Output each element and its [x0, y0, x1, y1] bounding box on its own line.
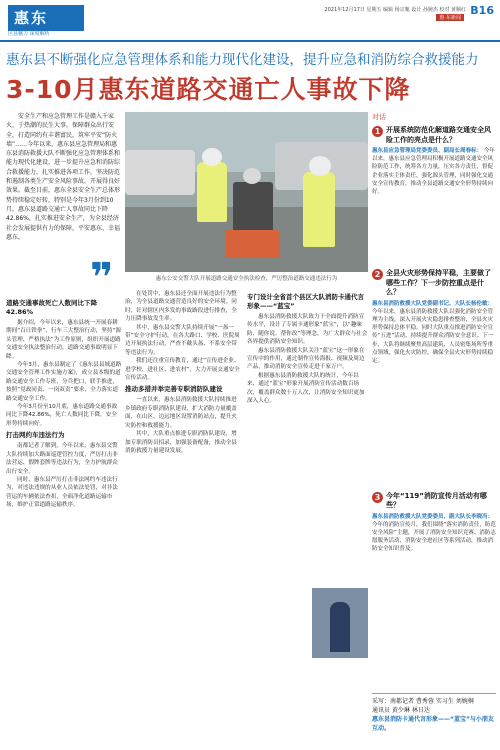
col-b-heading-2: 推动多措并举完善专职消防队建设 — [125, 385, 223, 394]
mascot-photo — [312, 588, 368, 658]
question-2 — [372, 269, 496, 298]
question-text: 开展系统防范化解道路交通安全风险工作的亮点是什么？ — [386, 126, 491, 144]
masthead-rule — [0, 40, 500, 42]
respondent: 惠东县消防救援大队党委副书记、大队长杨伦敏： — [372, 300, 494, 307]
respondent: 惠东县应急管理局党委委员、副局长周春标： — [372, 148, 483, 154]
edition-badge: 惠·东新闻 — [436, 14, 464, 21]
question-3 — [372, 492, 496, 511]
col-b-p5: 其中，大队重点推进专职消防队建设，增加专职消防员招录，加强装备配备，推动全县消防救援力量建设发展。 — [125, 431, 237, 454]
col-b-p2: 其中，惠东县交警大队持续开展“一盔一带”安全守护行动，在各大路口、学校、医院周边开展执法行动，严查不戴头盔、不系安全带等违法行为。 — [125, 324, 240, 356]
col-a-p5: 同时，惠东县严厉打击非法网约车违法行为，对违法违规的从业人员依法处罚，对非法营运的车辆依法查扣，全面净化道路运输市场，维护正常道路运输秩序。 — [6, 476, 118, 509]
photo-caption: 惠东公安交警大队开展道路交通安全执法检查，严厉整治道路交通违法行为 — [155, 276, 338, 282]
col-a-p1: 据介绍，今年以来，惠东县统一开展春耕期间“百日铁拳”、行车三大整治行动，坚持“源头管理、严格执法”为工作原则，组织开展道路交通安全执法整治行动，道路交通事故明显下降。 — [6, 320, 121, 360]
col-a-p4: 南都记者了解到，今年以来，惠东县交警大队持续加大路面巡逻管控力度，严厉打击非法营运、假牌套牌等违法行为，全力护航群众出行安全。 — [6, 443, 118, 475]
question-text: 全县火灾形势保持平稳，主要做了哪些工作？下一步防控重点是什么？ — [386, 269, 491, 296]
col-c-p3: 根据惠东县消防救援大队的统计，今年以来，通过“蓝宝”形象开展消防宣传活动数百场次，覆盖群众数十万人次，让消防安全知识更加深入人心。 — [247, 372, 365, 405]
main-photo — [125, 112, 368, 272]
column-b — [125, 290, 241, 746]
col-c-heading: 专门设计全省首个县区大队消防卡通代言形象——“蓝宝” — [247, 293, 364, 310]
photo-rider — [233, 182, 273, 237]
mascot-note: 惠东县消防卡通代言形象——“蓝宝”与小朋友互动。 — [372, 716, 494, 732]
answer-text: 今年以来，惠东县应急管理局积极开展道路交通安全风险防范工作，统筹各方力量，压实各方责任，督促企业落实主体责任，强化源头管理，同时强化交通安全宣传教育，推动全县道路交通安全形势持续向好。 — [372, 148, 495, 196]
quote-mark-icon: ❞ — [90, 255, 114, 301]
masthead-name: 惠东 — [14, 9, 49, 27]
date-line: 2021年12月17日 星期五 编辑 杨宗胤 设计 孙婉杰 校对 黄顺红 — [324, 7, 466, 13]
col-b-p4: 一直以来，惠东县消防救援大队持续推进乡镇政府专职消防队建设，扩大消防力量覆盖面，在山区、边远地区设置消防站点，提升火灾防控和救援能力。 — [125, 397, 237, 429]
lead-paragraph — [6, 112, 122, 242]
credits-text: 采写：南都记者 曹秀蓉 实习生 刘婉桐 通讯员 黄少琳 林日达 — [372, 698, 474, 714]
col-b-p1: 在处罚中，惠东县还全面开展违法行为整治，为全县道路交通营造良好的安全环境。同时，针对辖区内多发的事故路段进行排查，全力压降事故发生率。 — [125, 291, 237, 323]
col-a-p3: 今年3月份至10月底，惠东道路交通事故同比下降42.86%，死亡人数同比下降，安全形势持续向好。 — [6, 404, 118, 427]
col-a-heading: 道路交通事故死亡人数同比下降42.86% — [6, 299, 97, 316]
question-number: 2 — [372, 269, 383, 280]
column-c — [247, 290, 368, 586]
question-number: 3 — [372, 492, 383, 503]
col-c-p1: 惠东县消防救援大队致力于全面提升消防宣传水平，设计了专属卡通形象“蓝宝”，以“趣味防、随你说、帮你改”等理念，为广大群众与社会各界提供消防安全知识。 — [247, 314, 368, 346]
photo-officer — [303, 172, 335, 247]
lead-text: 安全生产和应急管理工作是赣入千家火，于热潮的民生大事。保障群众出行安全，打造同约有丰谐富民，筑牢平安“防火墙”……今年以来，惠东县应急管理局和惠东县消防救援大队不断强化应急管理体系和能力现代化建设，进一步提升应急和消防综合救援能力，扎实推进各项工作，坚决防范和遏制各类生产安全风险事故，开展得良好效果。截至目前，惠东全县安全生产总体形势持续稳定好转，特别是今年3月份到10月，惠东县道路交通亡人事故同比下降42.86%，扎实推进安全生产，为全县经济社会发展提供有力的保障，平安惠东、幸福惠东。 — [6, 113, 121, 241]
dialogue-label: 对话 — [372, 113, 386, 121]
photo-officer — [197, 162, 227, 222]
answer-2 — [372, 300, 496, 488]
question-text: 今年“119”消防宣传月活动有哪些？ — [386, 491, 487, 509]
col-a-heading-2: 打击网约车违法行为 — [6, 431, 65, 440]
answer-3 — [372, 513, 496, 613]
photo-scooter — [225, 230, 280, 258]
photo-helmet — [202, 148, 222, 166]
column-a — [6, 296, 122, 746]
photo-helmet — [309, 156, 331, 176]
photo-car — [125, 150, 195, 195]
headline-top: 惠东县不断强化应急管理体系和能力现代化建设，提升应急和消防综合救援能力 — [6, 52, 479, 68]
question-number: 1 — [372, 126, 383, 137]
dialogue-section — [372, 112, 496, 613]
col-c-p2: 惠东县消防救援大队关注“蓝宝”这一形象在宣传中的作用，通过制作宣传海报、视频及周边产品，推动消防安全宣传走进千家万户。 — [247, 347, 365, 371]
headline-main: 3-10月惠东道路交通亡人事故下降 — [6, 75, 411, 104]
answer-text: 今年的消防宣传月，我们围绕“落实消防责任，防范安全风险”主题，开展了消防安全知识竞赛、消防志愿服务活动、消防安全进社区等系列活动，推动消防安全知识普及。 — [372, 521, 496, 553]
masthead-subtitle: 区县魅力 深度解析 — [8, 31, 50, 37]
mascot-figure — [330, 602, 350, 652]
credits — [372, 693, 496, 733]
masthead-logo — [8, 5, 84, 31]
page-number: B16 — [470, 4, 494, 17]
masthead — [0, 0, 500, 37]
answer-text: 今年以来，惠东县消防救援大队以强化消防安全管理为主线，深入开展火灾隐患排查整治，全县火灾形势保持总体平稳。同时大队重点推进消防安全宣传“五进”活动，持续提升群众消防安全意识。下一步，大队将继续聚焦高层建筑、人员密集场所等重点领域，强化火灾防控，确保全县火灾形势持续稳定。 — [372, 308, 494, 364]
answer-1 — [372, 147, 496, 265]
col-b-p3: 我们还注重宣传教育，通过“宣传进企业、进学校、进社区、进农村”，大力开展交通安全宣传活动。 — [125, 358, 240, 382]
question-1 — [372, 126, 496, 145]
respondent: 惠东县消防救援大队党委委员、副大队长李晓冯： — [372, 513, 494, 520]
col-a-p2: 今年3月，惠东县制定了《惠东县县域道路交通安全管理工作实施方案》，成立县本级的道路交通安全工作专班，分兵把口，联手推进，按照“党政同责、一岗双责”要求，全力落实道路交通安全工作。 — [6, 362, 122, 402]
photo-helmet — [243, 168, 261, 184]
